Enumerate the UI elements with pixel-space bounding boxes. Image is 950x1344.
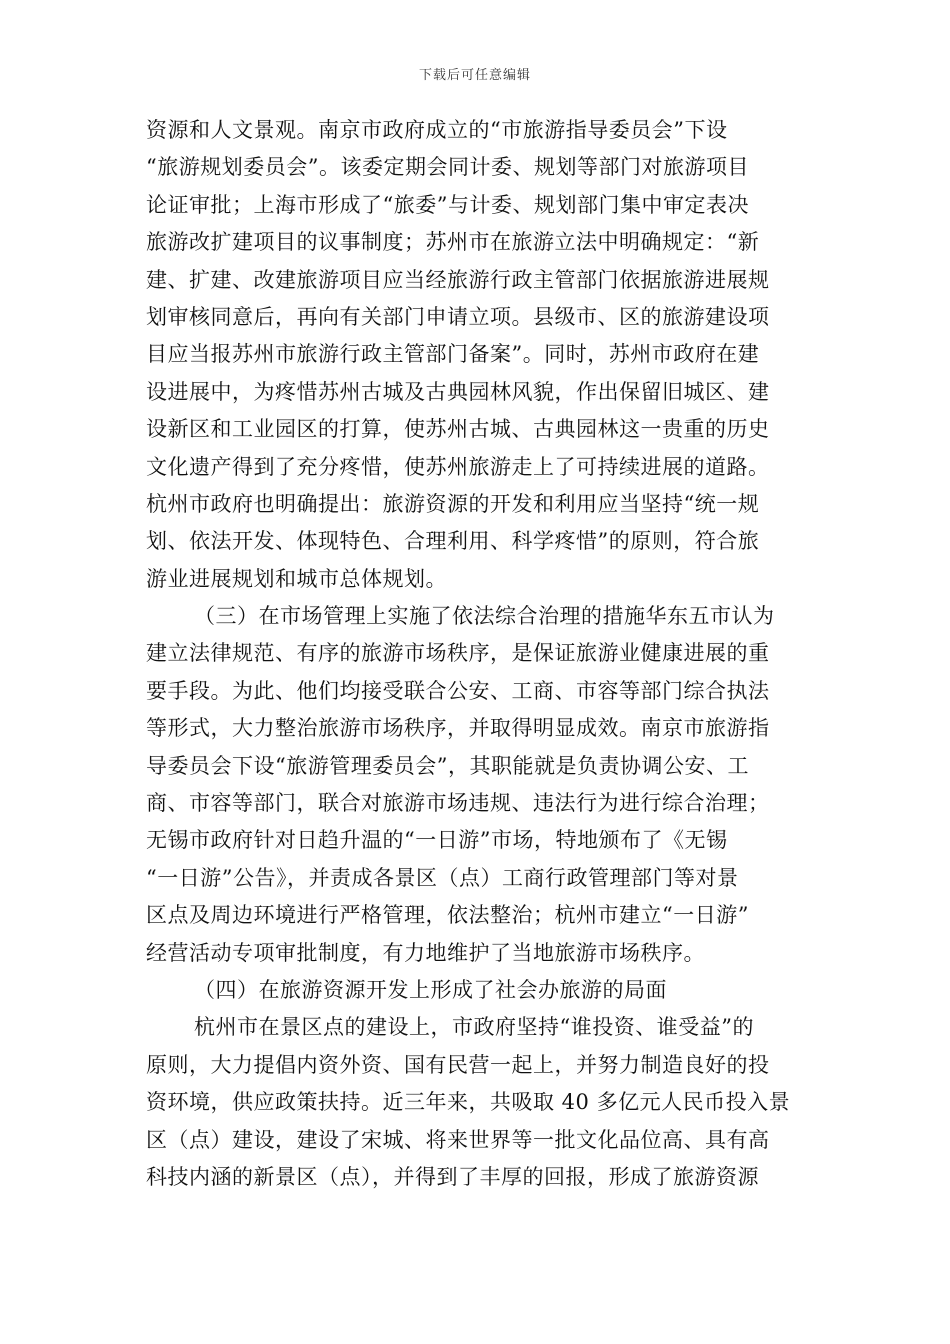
text-line: 资源和人文景观。南京市政府成立的“市旅游指导委员会”下设 (146, 118, 728, 142)
text-line: 杭州市政府也明确提出：旅游资源的开发和利用应当坚持“统一规 (146, 491, 760, 516)
text-line: “一日游”公告》，并责成各景区（点）工商行政管理部门等对景 (146, 865, 739, 890)
text-line: （三）在市场管理上实施了依法综合治理的措施华东五市认为 (194, 604, 775, 629)
text-line: 建立法律规范、有序的旅游市场秩序，是保证旅游业健康进展的重 (146, 641, 770, 666)
text-line: 游业进展规划和城市总体规划。 (146, 566, 447, 591)
document-body (146, 112, 810, 1196)
text-line: 目应当报苏州市旅游行政主管部门备案”。同时，苏州市政府在建 (146, 342, 760, 367)
text-line: “旅游规划委员会”。该委定期会同计委、规划等部门对旅游项目 (146, 155, 749, 180)
text-line: 原则，大力提倡内资外资、国有民营一起上，并努力制造良好的投 (146, 1052, 770, 1077)
text-line: 区（点）建设，建设了宋城、将来世界等一批文化品位高、具有高 (146, 1127, 770, 1152)
text-line: 商、市容等部门，联合对旅游市场违规、违法行为进行综合治理； (146, 791, 770, 816)
text-line: 旅游改扩建项目的议事制度；苏州市在旅游立法中明确规定：“新 (146, 230, 760, 255)
text-line: 要手段。为此、他们均接受联合公安、工商、市容等部门综合执法 (146, 678, 770, 703)
text-line: 等形式，大力整治旅游市场秩序，并取得明显成效。南京市旅游指 (146, 716, 770, 741)
text-line: 无锡市政府针对日趋升温的“一日游”市场，特地颁布了《无锡 (146, 828, 728, 853)
text-line: 资环境，供应政策扶持。近三年来，共吸取 40 多亿元人民币投入景 (146, 1090, 791, 1115)
text-line: 杭州市在景区点的建设上，市政府坚持“谁投资、谁受益”的 (194, 1015, 754, 1040)
text-line: 区点及周边环境进行严格管理，依法整治；杭州市建立“一日游” (146, 903, 749, 928)
text-line: 设进展中，为疼惜苏州古城及古典园林风貌，作出保留旧城区、建 (146, 379, 770, 404)
text-line: 建、扩建、改建旅游项目应当经旅游行政主管部门依据旅游进展规 (146, 267, 770, 292)
text-line: 科技内涵的新景区（点），并得到了丰厚的回报，形成了旅游资源 (146, 1164, 759, 1189)
text-line: 划、依法开发、体现特色、合理利用、科学疼惜”的原则，符合旅 (146, 529, 760, 554)
text-line: 导委员会下设“旅游管理委员会”，其职能就是负责协调公安、工 (146, 753, 749, 778)
page-header: 下载后可任意编辑 (418, 68, 531, 83)
text-line: 论证审批；上海市形成了“旅委”与计委、规划部门集中审定表决 (146, 192, 749, 217)
text-line: 文化遗产得到了充分疼惜，使苏州旅游走上了可持续进展的道路。 (146, 454, 770, 479)
text-line: 经营活动专项审批制度，有力地维护了当地旅游市场秩序。 (146, 940, 705, 965)
text-line: 划审核同意后，再向有关部门申请立项。县级市、区的旅游建设项 (146, 304, 770, 329)
text-line: 设新区和工业园区的打算，使苏州古城、古典园林这一贵重的历史 (146, 417, 770, 442)
text-line: （四）在旅游资源开发上形成了社会办旅游的局面 (194, 977, 667, 1002)
